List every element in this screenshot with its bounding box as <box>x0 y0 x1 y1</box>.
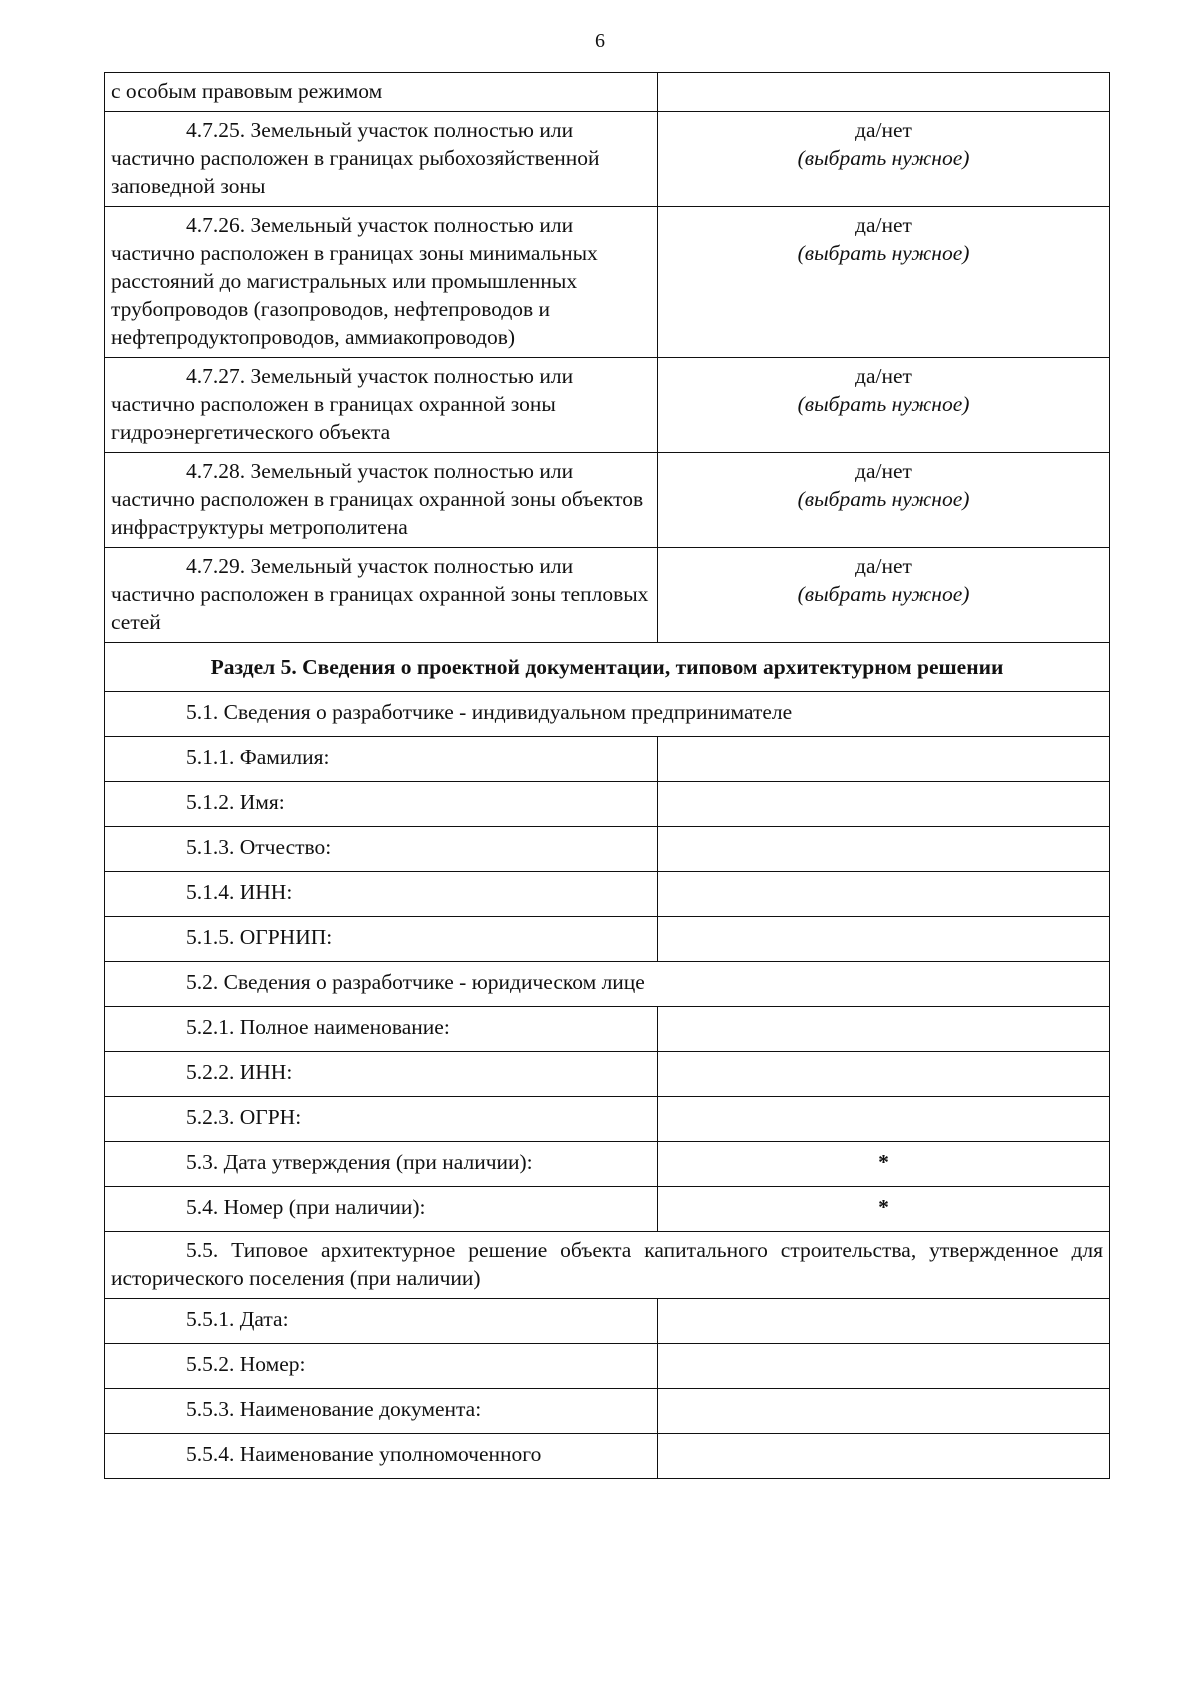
field-label: 5.1.3. Отчество: <box>105 827 658 872</box>
decision-date-input[interactable] <box>658 1299 1110 1344</box>
inn-input[interactable] <box>658 872 1110 917</box>
field-label: 5.5.2. Номер: <box>105 1344 658 1389</box>
table-row <box>105 1007 1110 1052</box>
answer-field[interactable] <box>658 73 1110 112</box>
field-label: 5.3. Дата утверждения (при наличии): <box>105 1142 658 1187</box>
answer-hint: (выбрать нужное) <box>797 487 970 511</box>
number-input[interactable]: * <box>658 1187 1110 1232</box>
section-header-row <box>105 643 1110 692</box>
answer-hint: (выбрать нужное) <box>797 392 970 416</box>
table-row <box>105 872 1110 917</box>
table-row <box>105 1389 1110 1434</box>
subsection-row <box>105 962 1110 1007</box>
application-form-table <box>104 72 1110 1479</box>
table-row <box>105 1344 1110 1389</box>
decision-number-input[interactable] <box>658 1344 1110 1389</box>
answer-hint: (выбрать нужное) <box>797 241 970 265</box>
table-row <box>105 827 1110 872</box>
yes-no-answer-field[interactable] <box>658 358 1110 453</box>
field-label: 5.1.5. ОГРНИП: <box>105 917 658 962</box>
table-row <box>105 548 1110 643</box>
document-name-input[interactable] <box>658 1389 1110 1434</box>
page-number: 6 <box>595 30 605 52</box>
answer-hint: (выбрать нужное) <box>797 146 970 170</box>
section-5-title: Раздел 5. Сведения о проектной документации, типовом архитектурном решении <box>105 643 1110 692</box>
field-label: 5.2.1. Полное наименование: <box>105 1007 658 1052</box>
table-row <box>105 917 1110 962</box>
subsection-row <box>105 1232 1110 1299</box>
answer-options: да/нет <box>855 213 912 237</box>
table-row <box>105 1097 1110 1142</box>
field-label: 5.4. Номер (при наличии): <box>105 1187 658 1232</box>
table-row <box>105 112 1110 207</box>
yes-no-answer-field[interactable] <box>658 207 1110 358</box>
yes-no-answer-field[interactable] <box>658 112 1110 207</box>
row-label: с особым правовым режимом <box>105 73 658 112</box>
authority-name-input[interactable] <box>658 1434 1110 1479</box>
approval-date-input[interactable]: * <box>658 1142 1110 1187</box>
field-label: 5.2.3. ОГРН: <box>105 1097 658 1142</box>
table-row <box>105 1434 1110 1479</box>
patronymic-input[interactable] <box>658 827 1110 872</box>
surname-input[interactable] <box>658 737 1110 782</box>
ogrnip-input[interactable] <box>658 917 1110 962</box>
row-label: 4.7.26. Земельный участок полностью или частично расположен в границах зоны минимальных расстояний до магистральных или промышленных трубопроводов (газопроводов, нефтепроводов и нефтепродуктопроводов, аммиакопроводов) <box>105 207 658 358</box>
field-label: 5.5.1. Дата: <box>105 1299 658 1344</box>
subsection-row <box>105 692 1110 737</box>
first-name-input[interactable] <box>658 782 1110 827</box>
answer-hint: (выбрать нужное) <box>797 582 970 606</box>
table-row <box>105 737 1110 782</box>
answer-options: да/нет <box>855 118 912 142</box>
row-label: 4.7.25. Земельный участок полностью или частично расположен в границах рыбохозяйственной заповедной зоны <box>105 112 658 207</box>
table-row <box>105 1187 1110 1232</box>
field-label: 5.1.1. Фамилия: <box>105 737 658 782</box>
subsection-5-2-heading: 5.2. Сведения о разработчике - юридическом лице <box>105 962 1110 1007</box>
field-label: 5.2.2. ИНН: <box>105 1052 658 1097</box>
ogrn-input[interactable] <box>658 1097 1110 1142</box>
row-label: 4.7.27. Земельный участок полностью или частично расположен в границах охранной зоны гидроэнергетического объекта <box>105 358 658 453</box>
yes-no-answer-field[interactable] <box>658 453 1110 548</box>
table-row <box>105 1052 1110 1097</box>
subsection-5-1-heading: 5.1. Сведения о разработчике - индивидуальном предпринимателе <box>105 692 1110 737</box>
answer-options: да/нет <box>855 459 912 483</box>
table-row <box>105 358 1110 453</box>
answer-options: да/нет <box>855 554 912 578</box>
field-label: 5.5.3. Наименование документа: <box>105 1389 658 1434</box>
table-row <box>105 782 1110 827</box>
table-row <box>105 1299 1110 1344</box>
legal-inn-input[interactable] <box>658 1052 1110 1097</box>
field-label: 5.1.2. Имя: <box>105 782 658 827</box>
field-label: 5.1.4. ИНН: <box>105 872 658 917</box>
table-row <box>105 453 1110 548</box>
yes-no-answer-field[interactable] <box>658 548 1110 643</box>
row-label: 4.7.28. Земельный участок полностью или частично расположен в границах охранной зоны объектов инфраструктуры метрополитена <box>105 453 658 548</box>
field-label: 5.5.4. Наименование уполномоченного <box>105 1434 658 1479</box>
table-row <box>105 207 1110 358</box>
row-label: 4.7.29. Земельный участок полностью или частично расположен в границах охранной зоны тепловых сетей <box>105 548 658 643</box>
table-row <box>105 73 1110 112</box>
full-name-input[interactable] <box>658 1007 1110 1052</box>
subsection-5-5-heading: 5.5. Типовое архитектурное решение объекта капитального строительства, утвержденное для исторического поселения (при наличии) <box>105 1232 1110 1299</box>
table-row <box>105 1142 1110 1187</box>
answer-options: да/нет <box>855 364 912 388</box>
